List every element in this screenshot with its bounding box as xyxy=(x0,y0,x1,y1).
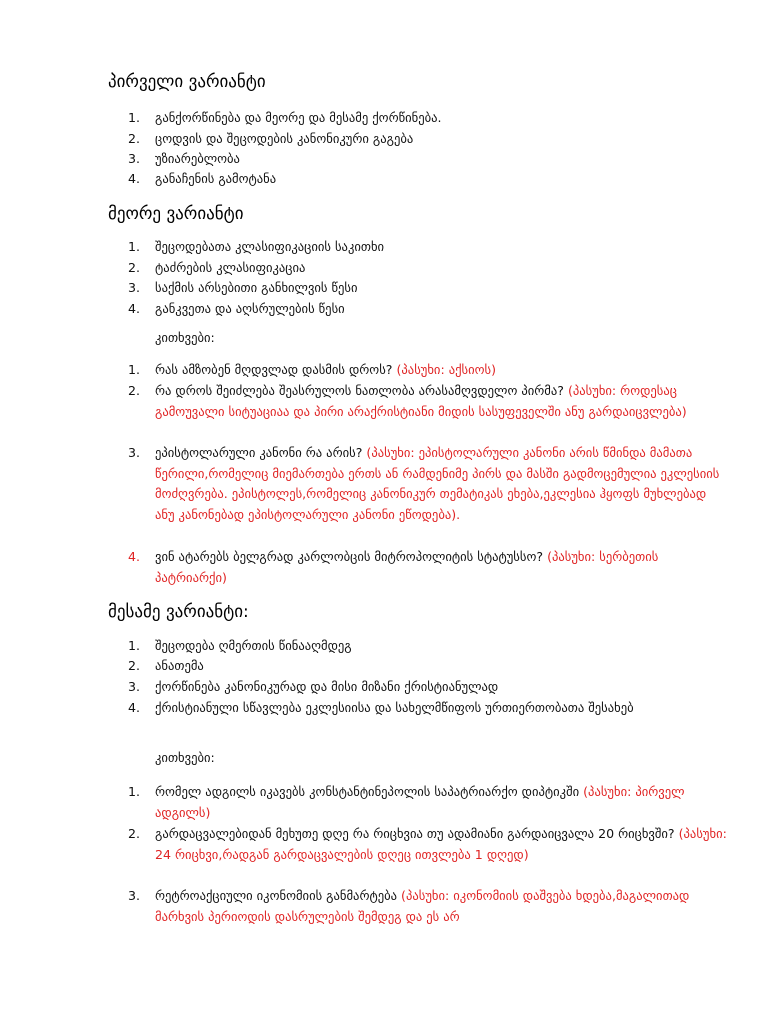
question-text: რეტროაქციული იკონომიის განმარტება xyxy=(155,888,398,903)
variant2-questions-label: კითხვები: xyxy=(155,330,215,345)
item-number: 4. xyxy=(128,171,141,186)
answer-text: (პასუხი: პირველ ადგილს) xyxy=(155,784,685,820)
item-text: განაჩენის გამოტანა xyxy=(155,171,277,186)
variant2-question-4 xyxy=(128,547,728,588)
variant3-question-1 xyxy=(128,782,728,823)
item-text: შეცოდება ღმერთის წინააღმდეგ xyxy=(155,638,352,653)
variant3-question-2 xyxy=(128,824,728,865)
item-text: ქორწინება კანონიკურად და მისი მიზანი ქრისტიანულად xyxy=(155,679,499,694)
variant1-item-3 xyxy=(128,149,728,170)
variant1-item-4 xyxy=(128,169,728,190)
variant3-question-3 xyxy=(128,886,728,927)
variant3-heading: მესამე ვარიანტი: xyxy=(108,602,249,622)
item-number: 2. xyxy=(128,383,141,398)
item-text: ტაძრების კლასიფიკაცია xyxy=(155,260,306,275)
item-text: შეცოდებათა კლასიფიკაციის საკითხი xyxy=(155,239,385,254)
variant3-item-1 xyxy=(128,636,728,657)
item-number: 2. xyxy=(128,260,141,275)
variant2-item-1 xyxy=(128,237,728,258)
answer-text: (პასუხი: სერბეთის პატრიარქი) xyxy=(155,549,659,585)
answer-text: (პასუხი: როდესაც გამოუვალი სიტუაციაა და პირი არაქრისტიანი მიდის სასუფეველში ანუ გარდაიცვლება) xyxy=(155,383,687,419)
item-number: 2. xyxy=(128,826,141,841)
item-number: 1. xyxy=(128,239,141,254)
answer-text: (პასუხი: იკონომიის დაშვება ხდება,მაგალითად მარხვის პერიოდის დასრულების შემდეგ და ეს არ xyxy=(155,888,690,924)
variant2-item-2 xyxy=(128,258,728,279)
question-text: ვინ ატარებს ბელგრად კარლობცის მიტროპოლიტის სტატუსსო? xyxy=(155,549,544,564)
item-number: 4. xyxy=(128,700,141,715)
item-number: 2. xyxy=(128,131,141,146)
item-text: უზიარებლობა xyxy=(155,151,240,166)
answer-text: (პასუხი: ეპისტოლარული კანონი არის წმინდა მამათა წერილი,რომელიც მიემართება ერთს ან რამდენიმე პირს და მასში გადმოცემულია ეკლესიის მოძღვრება. ეპისტოლეს,რომელიც კანონიკურ თემატიკას ეხება,ეკლესია ჰყოფს მუხლებად ანუ კანონებად ეპისტოლარული კანონი ეწოდება). xyxy=(155,445,720,522)
variant2-question-2 xyxy=(128,381,728,422)
item-number: 3. xyxy=(128,888,141,903)
item-text: განქორწინება და მეორე და მესამე ქორწინება. xyxy=(155,110,442,125)
item-number: 1. xyxy=(128,638,141,653)
item-number: 1. xyxy=(128,362,141,377)
item-number: 1. xyxy=(128,110,141,125)
variant3-item-3 xyxy=(128,677,728,698)
variant3-item-2 xyxy=(128,656,728,677)
question-text: გარდაცვალებიდან მეხუთე დღე რა რიცხვია თუ ადამიანი გარდაიცვალა 20 რიცხვში? xyxy=(155,826,675,841)
item-text: ანათემა xyxy=(155,658,204,673)
item-text: საქმის არსებითი განხილვის წესი xyxy=(155,280,358,295)
item-number: 3. xyxy=(128,679,141,694)
item-text: ცოდვის და შეცოდების კანონიკური გაგება xyxy=(155,131,414,146)
variant1-item-1 xyxy=(128,108,728,129)
item-number: 2. xyxy=(128,658,141,673)
item-number: 3. xyxy=(128,151,141,166)
answer-text: (პასუხი: 24 რიცხვი,რადგან გარდაცვალების დღეც ითვლება 1 დღედ) xyxy=(155,826,727,862)
question-text: რას ამზობენ მღდვლად დასმის დროს? xyxy=(155,362,393,377)
variant3-questions-label: კითხვები: xyxy=(155,750,215,765)
question-text: რა დროს შეიძლება შეასრულოს ნათლობა არასამღვდელო პირმა? xyxy=(155,383,564,398)
variant1-heading: პირველი ვარიანტი xyxy=(108,72,266,92)
item-number: 4. xyxy=(128,549,141,564)
variant2-item-3 xyxy=(128,278,728,299)
item-number: 3. xyxy=(128,280,141,295)
item-text: ქრისტიანული სწავლება ეკლესიისა და სახელმწიფოს ურთიერთობათა შესახებ xyxy=(155,700,634,715)
item-number: 1. xyxy=(128,784,141,799)
variant2-item-4 xyxy=(128,299,728,320)
variant2-question-1 xyxy=(128,360,728,381)
item-number: 4. xyxy=(128,301,141,316)
variant3-item-4 xyxy=(128,698,728,719)
item-text: განკვეთა და აღსრულების წესი xyxy=(155,301,345,316)
answer-text: (პასუხი: აქსიოს) xyxy=(396,362,497,377)
item-number: 3. xyxy=(128,445,141,460)
question-text: რომელ ადგილს იკავებს კონსტანტინეპოლის საპატრიარქო დიპტიკში xyxy=(155,784,580,799)
variant2-heading: მეორე ვარიანტი xyxy=(108,204,244,224)
question-text: ეპისტოლარული კანონი რა არის? xyxy=(155,445,363,460)
variant2-question-3 xyxy=(128,443,728,525)
variant1-item-2 xyxy=(128,129,728,150)
